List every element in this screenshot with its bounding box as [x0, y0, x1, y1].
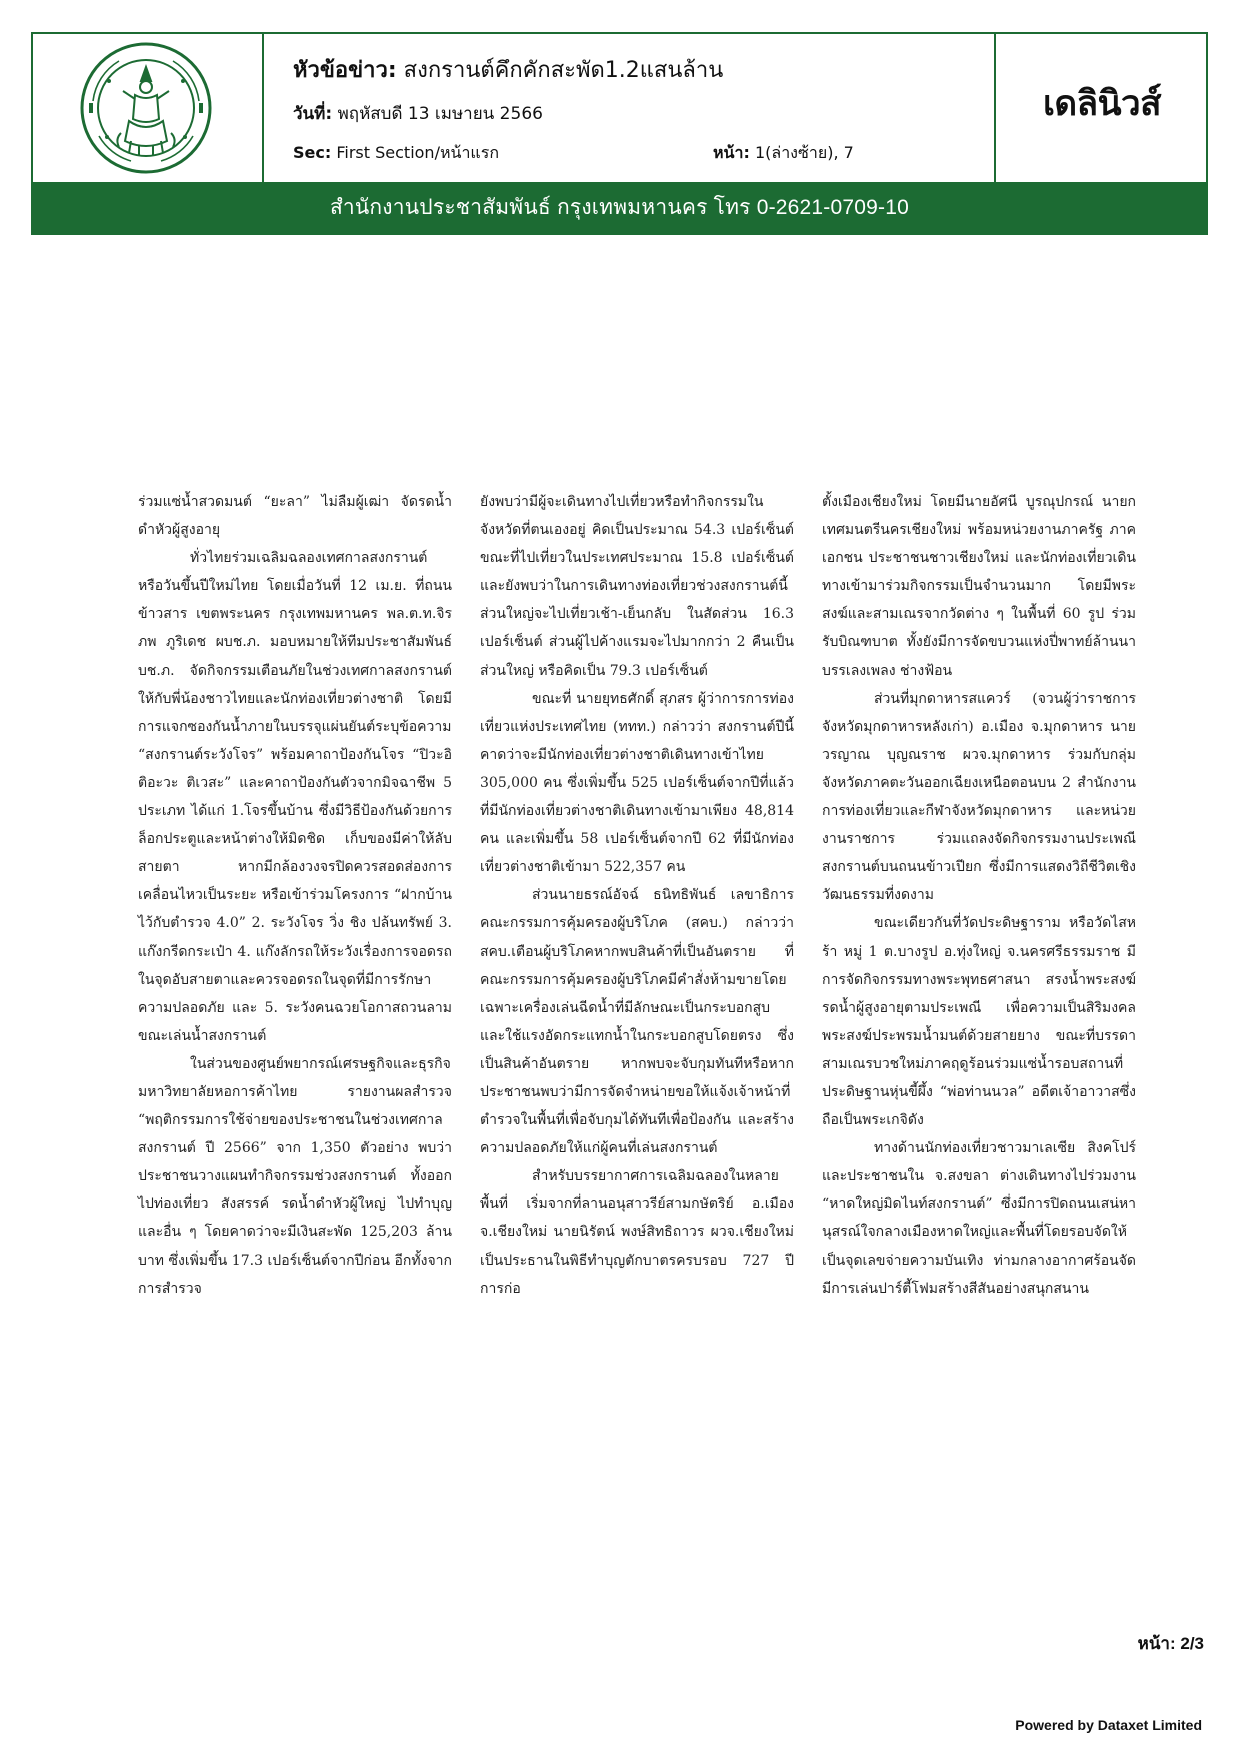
publication-cell: [996, 34, 1208, 182]
headline-label: หัวข้อข่าว:: [293, 58, 397, 83]
bangkok-metropolitan-seal-icon: [79, 41, 213, 175]
article-paragraph: ร่วมแซ่น้ำสวดมนต์ “ยะลา” ไม่ลืมผู้เฒ่า จัดรดน้ำดำหัวผู้สูงอายุ: [138, 494, 452, 539]
page-value: 1(ล่างซ้าย), 7: [754, 143, 854, 162]
page-indicator: หน้า: 2/3: [1137, 1634, 1204, 1653]
article-paragraph: ส่วนที่มุกดาหารสแควร์ (จวนผู้ว่าราชการจังหวัดมุกดาหารหลังเก่า) อ.เมือง จ.มุกดาหาร นายวรญาณ บุญณราช ผวจ.มุกดาหาร ร่วมกับกลุ่มจังหวัดภาคตะวันออกเฉียงเหนือตอนบน 2 สำนักงานการท่องเที่ยวและกีฬาจังหวัดมุกดาหาร และหน่วยงานราชการ ร่วมแถลงจัดกิจกรรมงานประเพณีสงกรานต์บนถนนข้าวเปียก ซึ่งมีการแสดงวิถีชีวิตเชิงวัฒนธรรมที่งดงาม: [822, 690, 1136, 904]
section-row: [293, 141, 499, 166]
page-label: หน้า:: [713, 143, 750, 162]
news-header: [31, 32, 1208, 235]
article-paragraph: ในส่วนของศูนย์พยากรณ์เศรษฐกิจและธุรกิจ มหาวิทยาลัยหอการค้าไทย รายงานผลสำรวจ “พฤติกรรมการใช้จ่ายของประชาชนในช่วงเทศกาลสงกรานต์ ปี 2566” จาก 1,350 ตัวอย่าง พบว่า ประชาชนวางแผนทำกิจกรรมช่วงสงกรานต์ ทั้งออกไปท่องเที่ยว สังสรรค์ รดน้ำดำหัวผู้ใหญ่ ไปทำบุญ และอื่น ๆ โดยคาดว่าจะมีเงินสะพัด 125,203 ล้านบาท ซึ่งเพิ่มขึ้น 17.3 เปอร์เซ็นต์จากปีก่อน อีกทั้งจากการสำรวจ: [138, 1055, 452, 1297]
article-paragraph: ตั้งเมืองเชียงใหม่ โดยมีนายอัศนี บูรณุปกรณ์ นายกเทศมนตรีนครเชียงใหม่ พร้อมหน่วยงานภาครัฐ ภาคเอกชน ประชาชนชาวเชียงใหม่ และนักท่องเที่ยวเดินทางเข้ามาร่วมกิจกรรมเป็นจำนวนมาก โดยมีพระสงฆ์และสามเณรจากวัดต่าง ๆ ในพื้นที่ 60 รูป ร่วมรับบิณฑบาต ทั้งยังมีการจัดขบวนแห่งปี่พาทย์ล้านนาบรรเลงเพลง ช่างฟ้อน: [822, 494, 1136, 679]
headline: สงกรานต์คึกคักสะพัด1.2แสนล้าน: [403, 58, 724, 83]
office-contact-bar: สำนักงานประชาสัมพันธ์ กรุงเทพมหานคร โทร 0-2621-0709-10: [33, 182, 1206, 233]
article-paragraph: ส่วนนายธรณ์อัจฉ์ ธนิทธิพันธ์ เลขาธิการคณะกรรมการคุ้มครองผู้บริโภค (สคบ.) กล่าวว่า สคบ.เตือนผู้บริโภคหากพบสินค้าที่เป็นอันตราย ที่คณะกรรมการคุ้มครองผู้บริโภคมีคำสั่งห้ามขายโดยเฉพาะเครื่องเล่นฉีดน้ำที่มีลักษณะเป็นกระบอกสูบและใช้แรงอัดกระแทกน้ำในกระบอกสูบโดยตรง ซึ่งเป็นสินค้าอันตราย หากพบจะจับกุมทันทีหรือหากประชาชนพบว่ามีการจัดจำหน่ายขอให้แจ้งเจ้าหน้าที่ตำรวจในพื้นที่เพื่อจับกุมได้ทันทีเพื่อป้องกัน และสร้างความปลอดภัยให้แก่ผู้คนที่เล่นสงกรานต์: [480, 887, 794, 1157]
article-paragraph: ยังพบว่ามีผู้จะเดินทางไปเที่ยวหรือทำกิจกรรมในจังหวัดที่ตนเองอยู่ คิดเป็นประมาณ 54.3 เปอร์เซ็นต์ ขณะที่ไปเที่ยวในประเทศประมาณ 15.8 เปอร์เซ็นต์ และยังพบว่าในการเดินทางท่องเที่ยวช่วงสงกรานต์นี้ส่วนใหญ่จะไปเที่ยวเช้า-เย็นกลับ ในสัดส่วน 16.3 เปอร์เซ็นต์ ส่วนผู้ไปค้างแรมจะไปมากกว่า 2 คืนเป็นส่วนใหญ่ หรือคิดเป็น 79.3 เปอร์เซ็นต์: [480, 494, 794, 679]
date-row: [293, 100, 543, 127]
article-paragraph: สำหรับบรรยากาศการเฉลิมฉลองในหลายพื้นที่ เริ่มจากที่ลานอนุสาวรีย์สามกษัตริย์ อ.เมือง จ.เชียงใหม่ นายนิรัตน์ พงษ์สิทธิถาวร ผวจ.เชียงใหม่ เป็นประธานในพิธีทำบุญตักบาตรครบรอบ 727 ปี การก่อ: [480, 1168, 794, 1297]
publication-logo: เดลินิวส์: [1042, 84, 1162, 124]
article-paragraph: ทางด้านนักท่องเที่ยวชาวมาเลเซีย สิงคโปร์ และประชาชนใน จ.สงขลา ต่างเดินทางไปร่วมงาน “หาดใหญ่มิดไนท์สงกรานต์” ซึ่งมีการปิดถนนเสน่หานุสรณ์ใจกลางเมืองหาดใหญ่และพื้นที่โดยรอบจัดให้เป็นจุดเลขจ่ายความบันเทิง ท่ามกลางอากาศร้อนจัด มีการเล่นปาร์ตี้โฟมสร้างสีสันอย่างสนุกสนาน: [822, 1140, 1136, 1297]
section-value: First Section/หน้าแรก: [336, 143, 500, 162]
article-info: [264, 34, 996, 182]
headline-row: [293, 52, 723, 87]
date-value: พฤหัสบดี 13 เมษายน 2566: [337, 104, 543, 124]
section-label: Sec:: [293, 143, 332, 162]
powered-by: Powered by Dataxet Limited: [1015, 1717, 1202, 1733]
article-column-1: [138, 488, 452, 1303]
date-label: วันที่:: [293, 104, 333, 124]
article-column-3: [822, 488, 1136, 1303]
article-body: [138, 488, 1136, 1488]
article-column-2: [480, 488, 794, 1303]
article-paragraph: ทั่วไทยร่วมเฉลิมฉลองเทศกาลสงกรานต์หรือวันขึ้นปีใหม่ไทย โดยเมื่อวันที่ 12 เม.ย. ที่ถนนข้าวสาร เขตพระนคร กรุงเทพมหานคร พล.ต.ท.จิรภพ ภูริเดช ผบช.ภ. มอบหมายให้ทีมประชาสัมพันธ์ บช.ภ. จัดกิจกรรมเตือนภัยในช่วงเทศกาลสงกรานต์ให้กับพี่น้องชาวไทยและนักท่องเที่ยวต่างชาติ โดยมีการแจกซองกันน้ำภายในบรรจุแผ่นยันต์ระบุข้อความ “สงกรานต์ระวังโจร” พร้อมคาถาป้องกันโจร “ปิวะอิติอะวะ ติเวสะ” และคาถาป้องกันตัวจากมิจฉาชีพ 5 ประเภท ได้แก่ 1.โจรขึ้นบ้าน ซึ่งมีวิธีป้องกันด้วยการล็อกประตูและหน้าต่างให้มิดชิด เก็บของมีค่าให้ลับสายตา หากมีกล้องวงจรปิดควรสอดส่องการเคลื่อนไหวเป็นระยะ หรือเข้าร่วมโครงการ “ฝากบ้านไว้กับตำรวจ 4.0” 2. ระวังโจร วิ่ง ชิง ปล้นทรัพย์ 3. แก๊งกรีดกระเป๋า 4. แก๊งลักรถให้ระวังเรื่องการจอดรถในจุดอับสายตาและควรจอดรถในจุดที่มีการรักษาความปลอดภัย และ 5. ระวังคนฉวยโอกาสถวนลามขณะเล่นน้ำสงกรานต์: [138, 550, 452, 1044]
page-row: [713, 141, 854, 166]
article-paragraph: ขณะที่ นายยุทธศักดิ์ สุภสร ผู้ว่าการการท่องเที่ยวแห่งประเทศไทย (ททท.) กล่าวว่า สงกรานต์ปีนี้คาดว่าจะมีนักท่องเที่ยวต่างชาติเดินทางเข้าไทย 305,000 คน ซึ่งเพิ่มขึ้น 525 เปอร์เซ็นต์จากปีที่แล้วที่มีนักท่องเที่ยวต่างชาติเดินทางเข้ามาเพียง 48,814 คน และเพิ่มขึ้น 58 เปอร์เซ็นต์จากปี 62 ที่มีนักท่องเที่ยวต่างชาติเข้ามา 522,357 คน: [480, 690, 794, 876]
article-paragraph: ขณะเดียวกันที่วัดประดิษฐาราม หรือวัดไสหร้า หมู่ 1 ต.บางรูป อ.ทุ่งใหญ่ จ.นครศรีธรรมราช มีการจัดกิจกรรมทางพระพุทธศาสนา สรงน้ำพระสงฆ์ รดน้ำผู้สูงอายุตามประเพณี เพื่อความเป็นสิริมงคล พระสงฆ์ประพรมน้ำมนต์ด้วยสายยาง ขณะที่บรรดาสามเณรบวชใหม่ภาคฤดูร้อนร่วมแซ่น้ำรอบสถานที่ประดิษฐานหุ่นขี้ผึ้ง “พ่อท่านนวล” อดีตเจ้าอาวาสซึ่งถือเป็นพระเกจิดัง: [822, 915, 1136, 1129]
logo-cell: [33, 34, 264, 182]
